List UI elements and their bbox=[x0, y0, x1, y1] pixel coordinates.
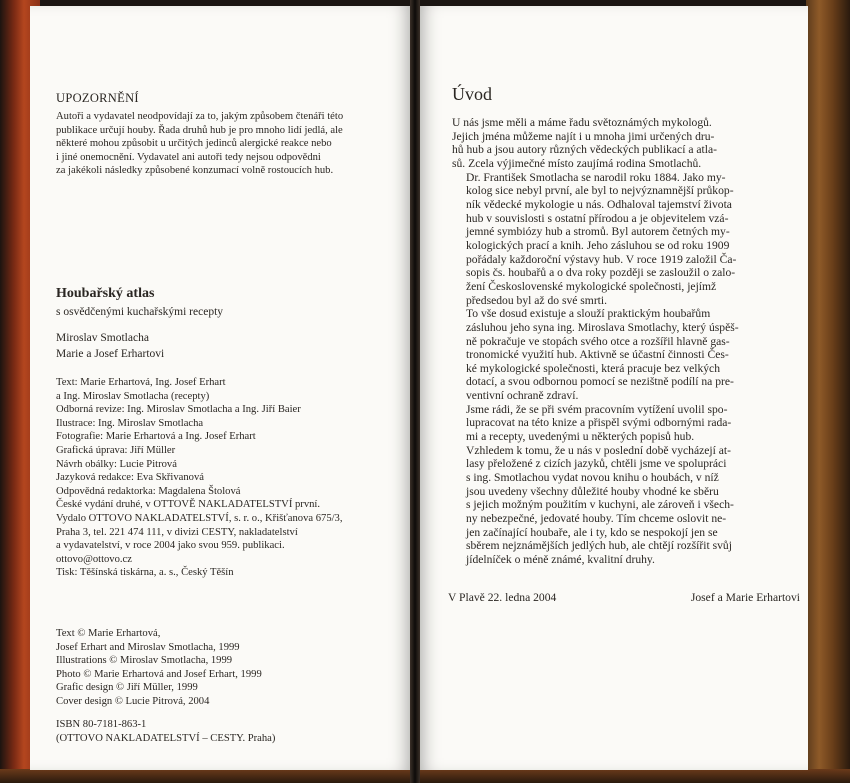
place-date: V Plavě 22. ledna 2004 bbox=[448, 591, 557, 604]
signature: Josef a Marie Erhartovi bbox=[690, 591, 800, 604]
text-line: U nás jsme měli a máme řadu světoznámých mykologů. bbox=[452, 116, 712, 129]
credit-line: Text: Marie Erhartová, Ing. Josef Erhart bbox=[56, 377, 226, 388]
text-line: jemné symbiózy hub a stromů. Byl autorem četných my- bbox=[466, 225, 730, 239]
text-line: dotací, a svou odbornou pomocí se nezištně podílí na pre- bbox=[466, 375, 734, 389]
text-line: žení Československé mykologické společnosti, jejímž bbox=[466, 279, 717, 293]
page-heading: Úvod bbox=[452, 84, 492, 104]
text-line: Dr. František Smotlacha se narodil roku 1884. Jako my- bbox=[466, 170, 726, 184]
credit-line: Ilustrace: Ing. Miroslav Smotlacha bbox=[56, 417, 204, 429]
credit-line: Grafická úprava: Jiří Müller bbox=[56, 444, 176, 456]
text-line: sopis čs. houbařů a o dva roky později se zasloužil o zalo- bbox=[466, 266, 736, 280]
author-line: Marie a Josef Erhartovi bbox=[56, 348, 165, 360]
warning-line: i jiné onemocnění. Vydavatel ani autoři tedy nejsou odpovědni bbox=[56, 151, 321, 163]
text-line: ny nebezpečné, jedovaté houby. Tím chceme oslovit ne- bbox=[466, 512, 727, 526]
text-line: mi a recepty, uvedenými u některých popisů hub. bbox=[466, 430, 695, 444]
isbn-line: (OTTOVO NAKLADATELSTVÍ – CESTY. Praha) bbox=[56, 732, 276, 744]
credit-line: a vydavatelství, v roce 2004 jako svou 959. publikaci. bbox=[56, 540, 285, 552]
text-line: kologických prací a knih. Jeho zásluhou se od roku 1909 bbox=[466, 238, 730, 252]
text-line: Jsme rádi, že se při svém pracovním vytížení uvolil spo- bbox=[466, 402, 728, 416]
left-page bbox=[30, 6, 412, 770]
book-title: Houbařský atlas bbox=[56, 286, 155, 301]
text-line: sběrem nejznámějších jedlých hub, ale chtějí rozšířit svůj bbox=[466, 539, 732, 553]
text-line: lasy přeložené z cizích jazyků, chtěli jsme ve spolupráci bbox=[466, 457, 727, 471]
text-line: kolog sice nebyl první, ale byl to nejvýznamnější průkop- bbox=[466, 184, 734, 198]
authors bbox=[56, 330, 396, 362]
book-gutter bbox=[410, 0, 420, 783]
text-line: tronomické využití hub. Aktivně se účastní činnosti Čes- bbox=[466, 348, 729, 362]
warning-line: publikace určují houby. Řada druhů hub je pro mnoho lidí jedlá, ale bbox=[56, 124, 343, 136]
paragraph bbox=[452, 403, 788, 567]
text-line: To vše dosud existuje a slouží praktickým houbařům bbox=[466, 307, 711, 321]
credit-line: Vydalo OTTOVO NAKLADATELSTVÍ, s. r. o., Křišťanova 675/3, bbox=[56, 512, 343, 524]
text-line: jsou uvedeny všechny důležité houby vhodné ke sběru bbox=[466, 484, 719, 498]
copyright bbox=[56, 627, 396, 709]
copyright-line: Cover design © Lucie Pitrová, 2004 bbox=[56, 695, 210, 707]
credit-line: Praha 3, tel. 221 474 111, v divizi CESTY, nakladatelství bbox=[56, 526, 298, 538]
text-line: s jejich možným použitím v kuchyni, ale zároveň i všech- bbox=[466, 498, 734, 512]
warning-line: některé mohou způsobit u určitých jedinců alergické reakce nebo bbox=[56, 138, 332, 150]
credit-line: Návrh obálky: Lucie Pitrová bbox=[56, 458, 177, 470]
isbn-line: ISBN 80-7181-863-1 bbox=[56, 719, 147, 730]
text-line: ník vědecké mykologie u nás. Odhaloval tajemství života bbox=[466, 197, 732, 211]
credit-line: Jazyková redakce: Eva Skřivanová bbox=[56, 472, 204, 484]
credit-line: Fotografie: Marie Erhartová a Ing. Josef Erhart bbox=[56, 431, 256, 443]
text-line: jídelníček o méně známé, kvalitní druhy. bbox=[466, 553, 655, 566]
author-line: Miroslav Smotlacha bbox=[56, 332, 149, 344]
paragraph bbox=[452, 171, 788, 308]
credit-line: ottovo@ottovo.cz bbox=[56, 553, 132, 565]
text-line: zásluhou jeho syna ing. Miroslava Smotlachy, který úspěš- bbox=[466, 320, 739, 334]
warning-line: za jakékoli následky způsobené konzumací volně rostoucích hub. bbox=[56, 165, 334, 177]
credit-line: a Ing. Miroslav Smotlacha (recepty) bbox=[56, 390, 210, 402]
text-line: s ing. Smotlachou vydat novou knihu o houbách, v níž bbox=[466, 471, 719, 485]
text-line: pořádaly každoroční výstavy hub. V roce 1919 založil Ča- bbox=[466, 252, 737, 266]
copyright-line: Illustrations © Miroslav Smotlacha, 1999 bbox=[56, 655, 233, 667]
text-line: sů. Zcela výjimečné místo zaujímá rodina Smotlachů. bbox=[452, 156, 702, 170]
text-line: hů hub a jsou autory různých vědeckých publikací a atla- bbox=[452, 143, 717, 157]
text-line: ně pokračuje ve stopách svého otce a rozšířil hlavně gas- bbox=[466, 334, 730, 348]
credit-line: Odpovědná redaktorka: Magdalena Štolová bbox=[56, 485, 241, 497]
text-line: Vzhledem k tomu, že u nás v poslední době vycházejí at- bbox=[466, 443, 731, 457]
copyright-line: Grafic design © Jiří Müller, 1999 bbox=[56, 682, 198, 694]
warning-line: Autoři a vydavatel neodpovídají za to, jakým způsobem čtenáři této bbox=[56, 111, 344, 122]
credit-line: České vydání druhé, v OTTOVĚ NAKLADATELSTVÍ první. bbox=[56, 499, 321, 511]
isbn bbox=[56, 718, 396, 745]
copyright-line: Photo © Marie Erhartová and Josef Erhart, 1999 bbox=[56, 668, 262, 680]
book-cover-bottom-edge bbox=[0, 769, 850, 783]
text-line: předsedou byl až do své smrti. bbox=[466, 293, 608, 307]
credits bbox=[56, 376, 396, 580]
copyright-line: Text © Marie Erhartová, bbox=[56, 628, 161, 639]
book-cover-right-edge bbox=[806, 0, 850, 783]
credit-line: Odborná revize: Ing. Miroslav Smotlacha a Ing. Jiří Baier bbox=[56, 404, 301, 416]
text-line: jen začínající houbaře, ale i ty, kdo se nespokojí jen se bbox=[466, 525, 718, 539]
text-line: lupracovat na této knize a přispěl svými odbornými rada- bbox=[466, 416, 732, 430]
text-line: Jejich jména můžeme najít i u mnoha jimi určených dru- bbox=[452, 129, 715, 143]
warning-title: UPOZORNĚNÍ bbox=[56, 91, 139, 105]
intro-text bbox=[452, 116, 788, 567]
text-line: hub v souvislosti s ostatní přírodou a je objevitelem vzá- bbox=[466, 211, 729, 225]
signature-line bbox=[448, 591, 800, 604]
text-line: ventivní ochraně zdraví. bbox=[466, 389, 579, 403]
credit-line: Tisk: Těšínská tiskárna, a. s., Český Těšín bbox=[56, 567, 234, 579]
warning-text bbox=[56, 110, 394, 178]
copyright-line: Josef Erhart and Miroslav Smotlacha, 1999 bbox=[56, 641, 240, 653]
book-subtitle: s osvědčenými kuchařskými recepty bbox=[56, 306, 224, 318]
paragraph bbox=[452, 116, 788, 171]
right-page bbox=[418, 6, 808, 770]
text-line: ké mykologické společnosti, která pracuje bez velkých bbox=[466, 361, 721, 375]
paragraph bbox=[452, 307, 788, 403]
